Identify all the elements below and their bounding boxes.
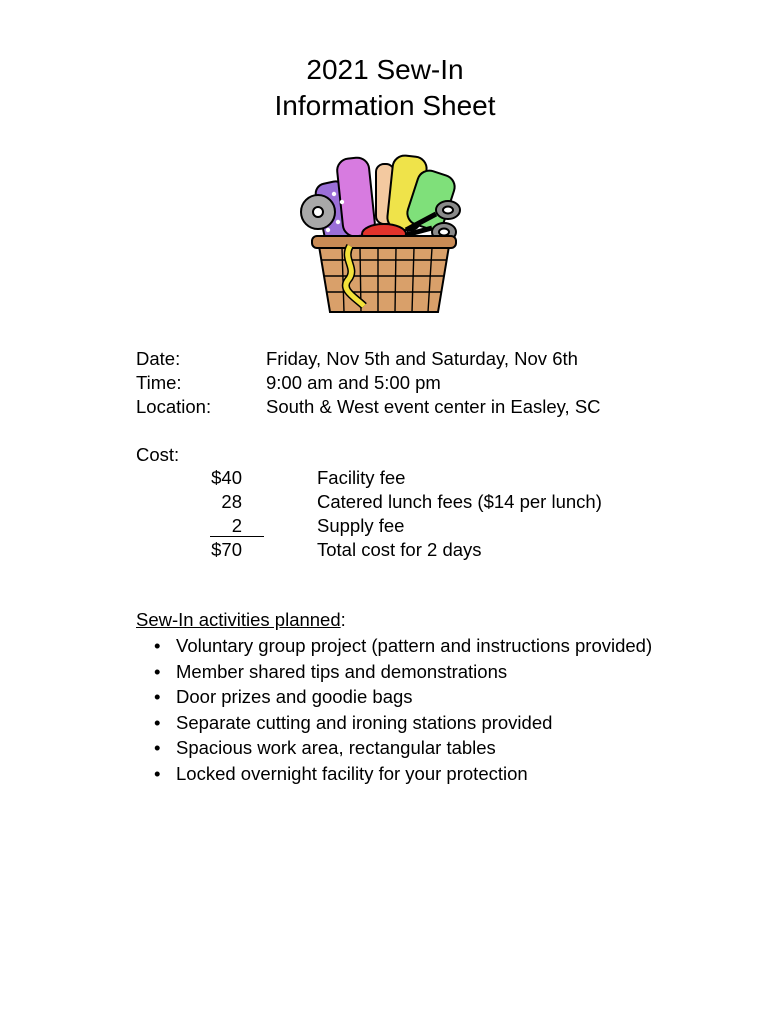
cost-description: Supply fee [317,515,405,536]
detail-value: 9:00 am and 5:00 pm [266,372,441,393]
cost-amount: $40 [211,467,242,488]
bullet: • [154,660,161,682]
cost-amount: 28 [221,491,242,512]
cost-description: Catered lunch fees ($14 per lunch) [317,491,602,512]
bullet: • [154,762,161,784]
list-item [136,762,656,787]
activities-heading-text: Sew-In activities planned [136,609,341,630]
cost-label: Cost: [136,444,180,465]
list-item-text: Voluntary group project (pattern and instructions provided) [176,635,653,656]
activities-list [136,634,656,787]
title-line-2: Information Sheet [274,90,496,121]
page-title [0,52,770,124]
list-item [136,634,656,659]
sewing-basket-illustration [298,150,470,318]
list-item-text: Member shared tips and demonstrations [176,660,508,682]
list-item-text: Spacious work area, rectangular tables [176,737,496,758]
detail-label: Date: [136,348,181,369]
activities-heading-colon: : [340,609,346,630]
detail-label: Time: [136,372,182,393]
bullet: • [154,635,161,656]
list-item-text: Separate cutting and ironing stations provided [176,711,553,733]
bullet: • [154,686,161,707]
cost-description: Facility fee [317,467,406,488]
cost-amount: $70 [211,539,242,560]
list-item-text: Door prizes and goodie bags [176,686,413,707]
title-line-1: 2021 Sew-In [306,54,464,85]
list-item [136,711,656,736]
list-item [136,736,656,761]
activities-heading [136,608,346,632]
detail-value: South & West event center in Easley, SC [266,396,601,417]
detail-value: Friday, Nov 5th and Saturday, Nov 6th [266,348,578,369]
list-item [136,685,656,710]
subtotal-underline [210,536,264,537]
cost-description: Total cost for 2 days [317,539,482,560]
list-item [136,660,656,685]
cost-amount: 2 [231,515,242,536]
detail-label: Location: [136,396,212,417]
bullet: • [154,711,161,733]
bullet: • [154,737,161,758]
list-item-text: Locked overnight facility for your protection [176,762,528,784]
